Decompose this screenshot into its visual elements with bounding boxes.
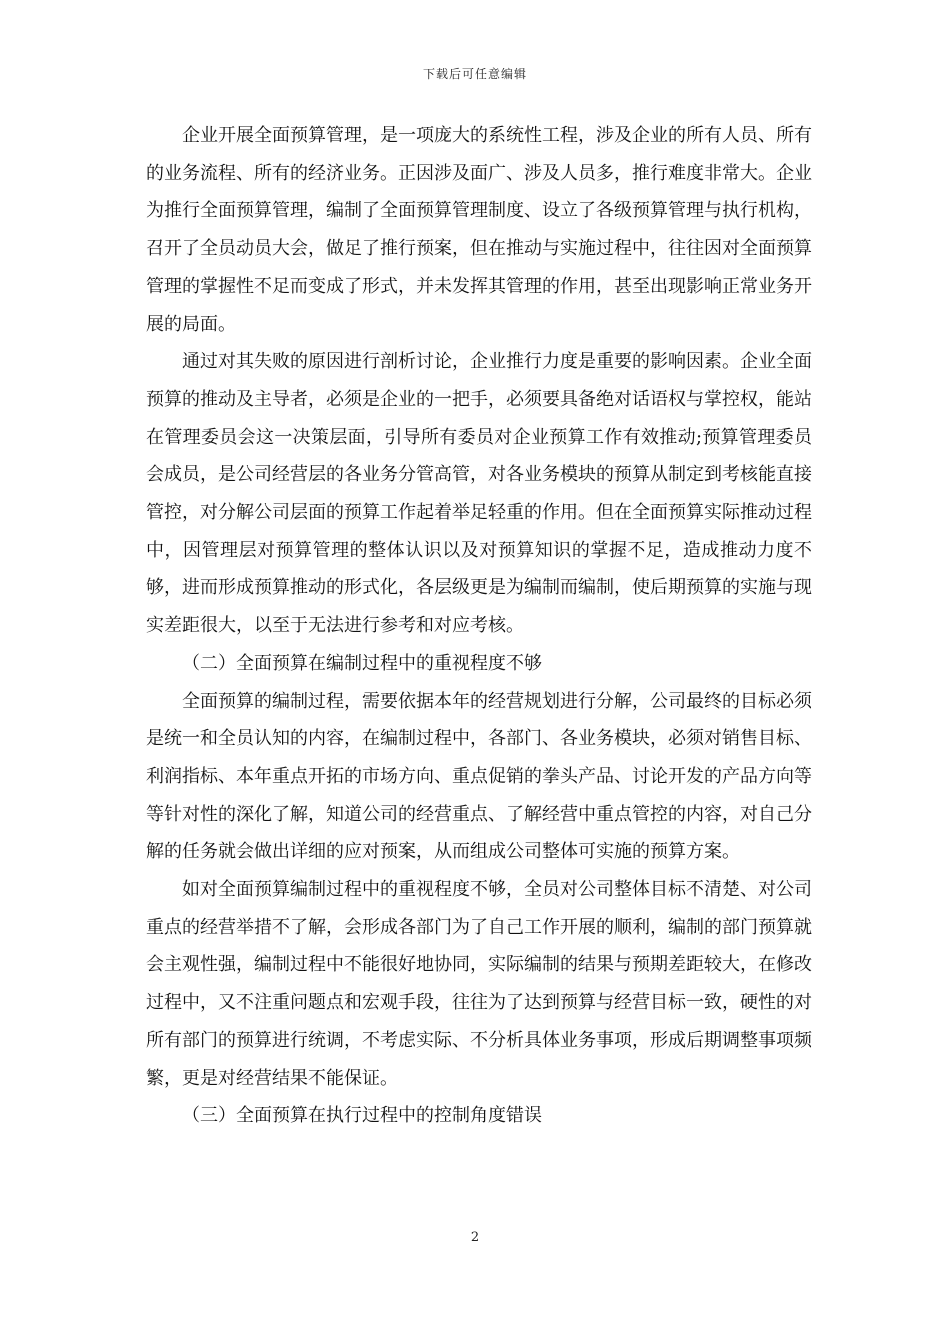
page-header: 下载后可任意编辑 <box>422 67 527 81</box>
paragraph-failure-analysis: 通过对其失败的原因进行剖析讨论，企业推行力度是重要的影响因素。企业全面预算的推动及主导者，必须是企业的一把手，必须要具备绝对话语权与掌控权，能站在管理委员会这一决策层面，引导所有委员对企业预算工作有效推动;预算管理委员会成员，是公司经营层的各业务分管高管，对各业务模块的预算从制定到考核能直接管控，对分解公司层面的预算工作起着举足轻重的作用。但在全面预算实际推动过程中，因管理层对预算管理的整体认识以及对预算知识的掌握不足，造成推动力度不够，进而形成预算推动的形式化，各层级更是为编制而编制，使后期预算的实施与现实差距很大，以至于无法进行参考和对应考核。 <box>146 351 812 637</box>
paragraph-insufficient-attention: 如对全面预算编制过程中的重视程度不够，全员对公司整体目标不清楚、对公司重点的经营举措不了解，会形成各部门为了自己工作开展的顺利，编制的部门预算就会主观性强，编制过程中不能很好地协同，实际编制的结果与预期差距较大，在修改过程中，又不注重问题点和宏观手段，往往为了达到预算与经营目标一致，硬性的对所有部门的预算进行统调，不考虑实际、不分析具体业务事项，形成后期调整事项频繁，更是对经营结果不能保证。 <box>146 879 812 1089</box>
paragraph-compilation-process: 全面预算的编制过程，需要依据本年的经营规划进行分解，公司最终的目标必须是统一和全员认知的内容，在编制过程中，各部门、各业务模块，必须对销售目标、利润指标、本年重点开拓的市场方向、重点促销的拳头产品、讨论开发的产品方向等等针对性的深化了解，知道公司的经营重点、了解经营中重点管控的内容，对自己分解的任务就会做出详细的应对预案，从而组成公司整体可实施的预算方案。 <box>146 690 812 863</box>
paragraph-budget-overview: 企业开展全面预算管理，是一项庞大的系统性工程，涉及企业的所有人员、所有的业务流程、所有的经济业务。正因涉及面广、涉及人员多，推行难度非常大。企业为推行全面预算管理，编制了全面预算管理制度、设立了各级预算管理与执行机构，召开了全员动员大会，做足了推行预案，但在推动与实施过程中，往往因对全面预算管理的掌握性不足而变成了形式，并未发挥其管理的作用，甚至出现影响正常业务开展的局面。 <box>146 125 812 335</box>
section-heading-3: （三）全面预算在执行过程中的控制角度错误 <box>182 1105 542 1127</box>
document-body <box>146 117 812 1135</box>
page-number: 2 <box>470 1230 480 1245</box>
section-heading-2: （二）全面预算在编制过程中的重视程度不够 <box>182 652 542 674</box>
